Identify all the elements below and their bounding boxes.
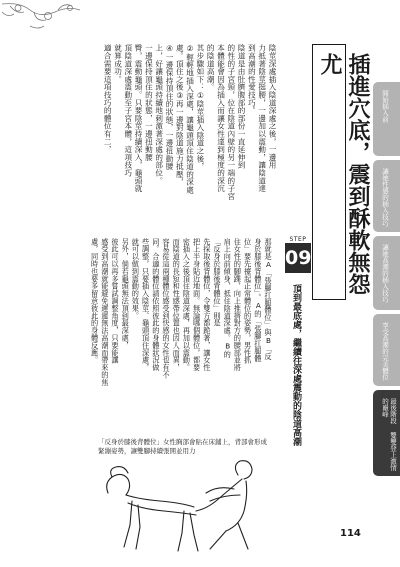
- side-tab-3[interactable]: [373, 236, 400, 310]
- page-title: 插進穴底，震到酥軟無怨尤: [317, 53, 370, 295]
- step-title: 頂到最底處，繼續往深處震動的陰道高潮: [291, 284, 301, 446]
- body-column: 到高潮的性愛技巧。: [247, 44, 257, 115]
- secondary-column: 就可以做到震動的效果。: [131, 238, 141, 320]
- side-tab-1[interactable]: [373, 82, 400, 156]
- side-tab-label: 開始插入前: [381, 90, 389, 123]
- secondary-column: 密插入之後頂住陰道深處，再加以震動。: [182, 238, 192, 372]
- title-box: [312, 44, 370, 300]
- body-column: 就算成功。: [113, 44, 123, 83]
- body-column: 的性的子宮頸，位在陰道內壁的另一端的子宮: [226, 44, 236, 200]
- side-tab-label: 享受高潮的完美體位: [381, 322, 389, 381]
- secondary-column: 容易從這兩種體位感受到快感的女性也有不: [162, 238, 171, 379]
- secondary-column: 些調整，只要插入陰莖、龜頭頂住深處，: [141, 238, 151, 372]
- illustration-caption: 「反身於膝後背體位」女性胸部會貼在床鋪上，背部會形成緊繃姿勢，讓雙腳持續張開並用力: [98, 438, 267, 455]
- step-badge: [285, 236, 311, 278]
- side-tab-label: 讓她性感的插入技巧: [381, 168, 389, 227]
- page-number: 114: [340, 528, 361, 539]
- body-column: 一邊保持頂住的狀態，一邊扭動腰: [144, 44, 154, 161]
- secondary-column: 彼此可以再多嘗試調整角度，只要能讓: [111, 238, 120, 364]
- floral-corner-decoration: [0, 0, 90, 40]
- secondary-column: 住女性的腳踝，向上推擠對方的腰部並將: [233, 238, 243, 372]
- body-column: 力抵著陰莖挺腰，一邊加以震動，讓陰道達: [257, 44, 267, 193]
- secondary-column: 那就是A「張腳扛腿體位」與B「反: [264, 238, 273, 360]
- body-column: ②輕輕地插入深處，讓龜頭頂住陰道的深處: [185, 44, 195, 194]
- side-tab-label: 讓她高潮的插入技巧: [381, 244, 389, 303]
- secondary-column: 先採取後背體位，令雙方都跪著，讓女性: [202, 238, 212, 372]
- step-label: STEP: [289, 236, 307, 243]
- body-column: 陰莖深處插入陰道深處之後，一邊用: [268, 44, 277, 169]
- secondary-column: 同。合適的體位請依照彼此的身體狀況做: [151, 238, 161, 372]
- side-tab-4[interactable]: [373, 314, 400, 386]
- body-column: ④一邊保持頂住的狀態，一邊扭動腰: [165, 44, 174, 171]
- secondary-column: 慮，同時也要多留意彼此的身體反應。: [90, 238, 100, 364]
- side-tab-2[interactable]: [373, 160, 400, 232]
- secondary-column: 感受到高潮就能避免遲遲無法高潮而帶來的焦: [100, 238, 110, 386]
- body-column: 上，好讓龜頭持續地刺激著深處的部位。: [154, 44, 164, 185]
- secondary-column: 位」要先擡起正常體位的姿勢，男性抓: [243, 238, 253, 364]
- side-tab-label: 最後階段 雙雙登上激情的巔峰: [381, 398, 397, 471]
- couple-illustration: [98, 455, 278, 555]
- secondary-column: 身於膝後背體位」。A的「張腳扛腿體: [253, 238, 263, 362]
- body-column: 其步驟如下：①陰莖插入陰道之後，: [195, 44, 205, 171]
- secondary-column: 肩上向前傾身，抵住陰道深處。B的: [223, 238, 233, 359]
- secondary-column: 「反身於膝後背體位」則是: [213, 238, 222, 327]
- body-column: 頂陰道深處震動至子宮本體，這項技巧: [123, 44, 133, 177]
- body-column: 處。頂住之後③再一邊對陰道施力抵壓，: [175, 44, 185, 186]
- body-column: 陰道是由肚臍腹部的部份一直延伸到: [237, 44, 247, 169]
- secondary-column: 把上半身貼近地面。無論哪個體位，都要: [192, 238, 202, 372]
- secondary-column: 而陰道的長短和性感帶位置也因人而異，: [172, 238, 182, 372]
- body-column: 適合需要這項技巧的體位有二，: [103, 44, 113, 154]
- body-column: 臀，震動龜頭。只要陰莖持續深入，龜頭就: [134, 44, 144, 193]
- side-tab-5[interactable]: [373, 390, 400, 476]
- body-column: 的陰道高潮。: [206, 44, 216, 91]
- secondary-column: 另外，倘若龜頭無法頂到最深處，: [121, 238, 131, 349]
- body-column: 本體能會因為插入而讓女性達到極度的深沉: [216, 44, 226, 193]
- step-number: 09: [285, 243, 311, 273]
